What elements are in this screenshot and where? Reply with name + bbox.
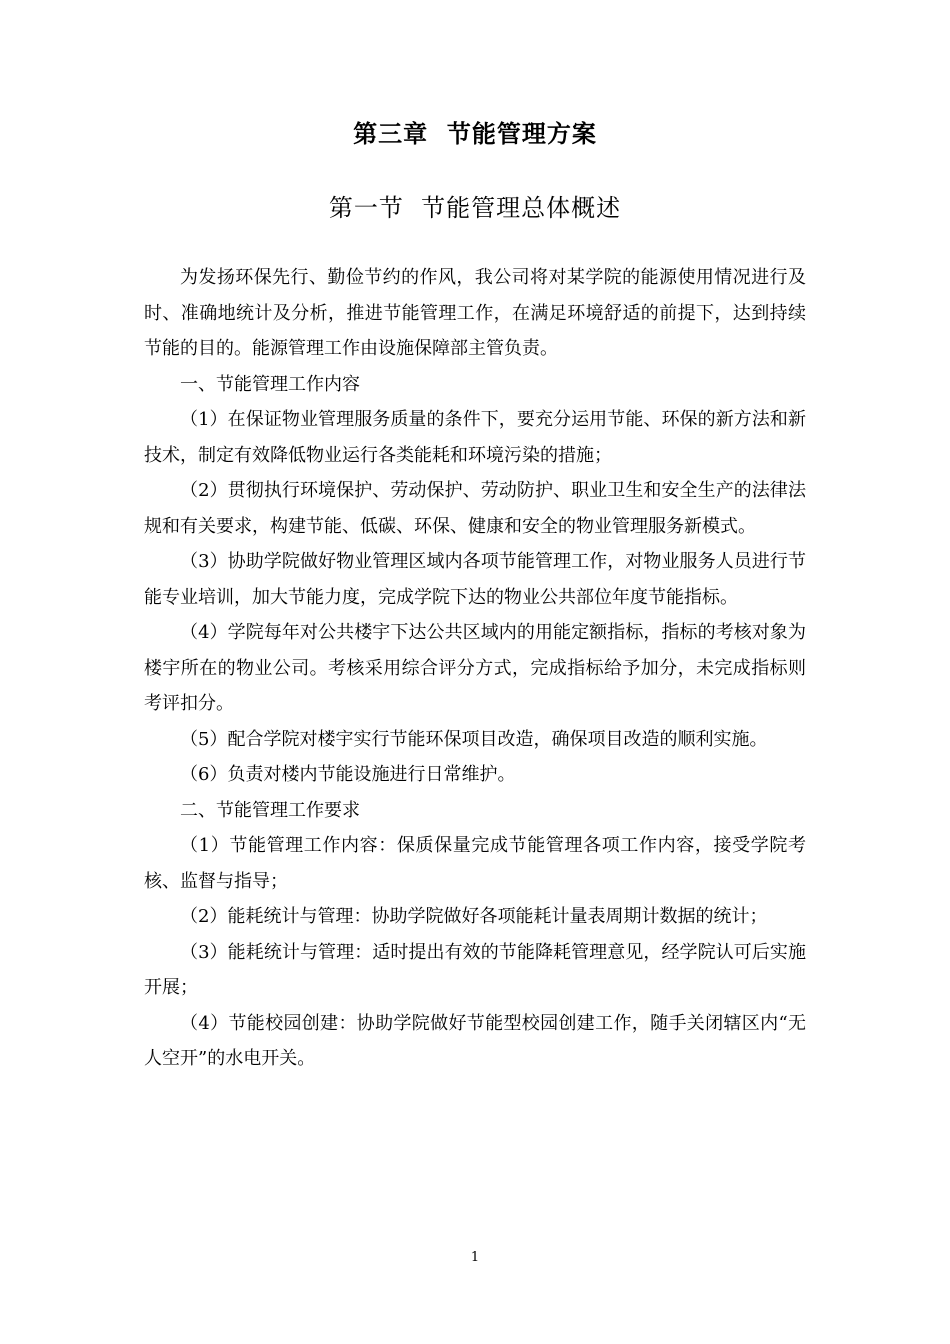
list-item: （1）在保证物业管理服务质量的条件下，要充分运用节能、环保的新方法和新技术，制定有效降低物业运行各类能耗和环境污染的措施； xyxy=(144,409,806,466)
intro-paragraph: 为发扬环保先行、勤俭节约的作风，我公司将对某学院的能源使用情况进行及时、准确地统计及分析，推进节能管理工作，在满足环境舒适的前提下，达到持续节能的目的。能源管理工作由设施保障部主管负责。 xyxy=(144,267,806,359)
page-number: 1 xyxy=(470,1250,480,1265)
list-item: （3）协助学院做好物业管理区域内各项节能管理工作，对物业服务人员进行节能专业培训，加大节能力度，完成学院下达的物业公共部位年度节能指标。 xyxy=(144,551,806,608)
heading-work-requirements: 二、节能管理工作要求 xyxy=(180,799,360,821)
section-title: 第一节 节能管理总体概述 xyxy=(328,194,622,222)
list-item: （4）学院每年对公共楼宇下达公共区域内的用能定额指标，指标的考核对象为楼宇所在的物业公司。考核采用综合评分方式，完成指标给予加分，未完成指标则考评扣分。 xyxy=(144,622,806,714)
body-text xyxy=(144,260,806,1077)
list-item: （2）贯彻执行环境保护、劳动保护、劳动防护、职业卫生和安全生产的法律法规和有关要求，构建节能、低碳、环保、健康和安全的物业管理服务新模式。 xyxy=(144,480,806,537)
list-item: （1）节能管理工作内容：保质保量完成节能管理各项工作内容，接受学院考核、监督与指导； xyxy=(144,835,806,892)
list-item: （2）能耗统计与管理：协助学院做好各项能耗计量表周期计数据的统计； xyxy=(180,906,768,927)
heading-work-content: 一、节能管理工作内容 xyxy=(180,373,360,395)
list-item: （3）能耗统计与管理：适时提出有效的节能降耗管理意见，经学院认可后实施开展； xyxy=(144,941,806,998)
list-item: （4）节能校园创建：协助学院做好节能型校园创建工作，随手关闭辖区内“无人空开”的水电开关。 xyxy=(144,1012,806,1069)
chapter-title: 第三章 节能管理方案 xyxy=(353,120,597,148)
list-item: （6）负责对楼内节能设施进行日常维护。 xyxy=(180,764,516,785)
list-item: （5）配合学院对楼宇实行节能环保项目改造，确保项目改造的顺利实施。 xyxy=(180,728,768,750)
